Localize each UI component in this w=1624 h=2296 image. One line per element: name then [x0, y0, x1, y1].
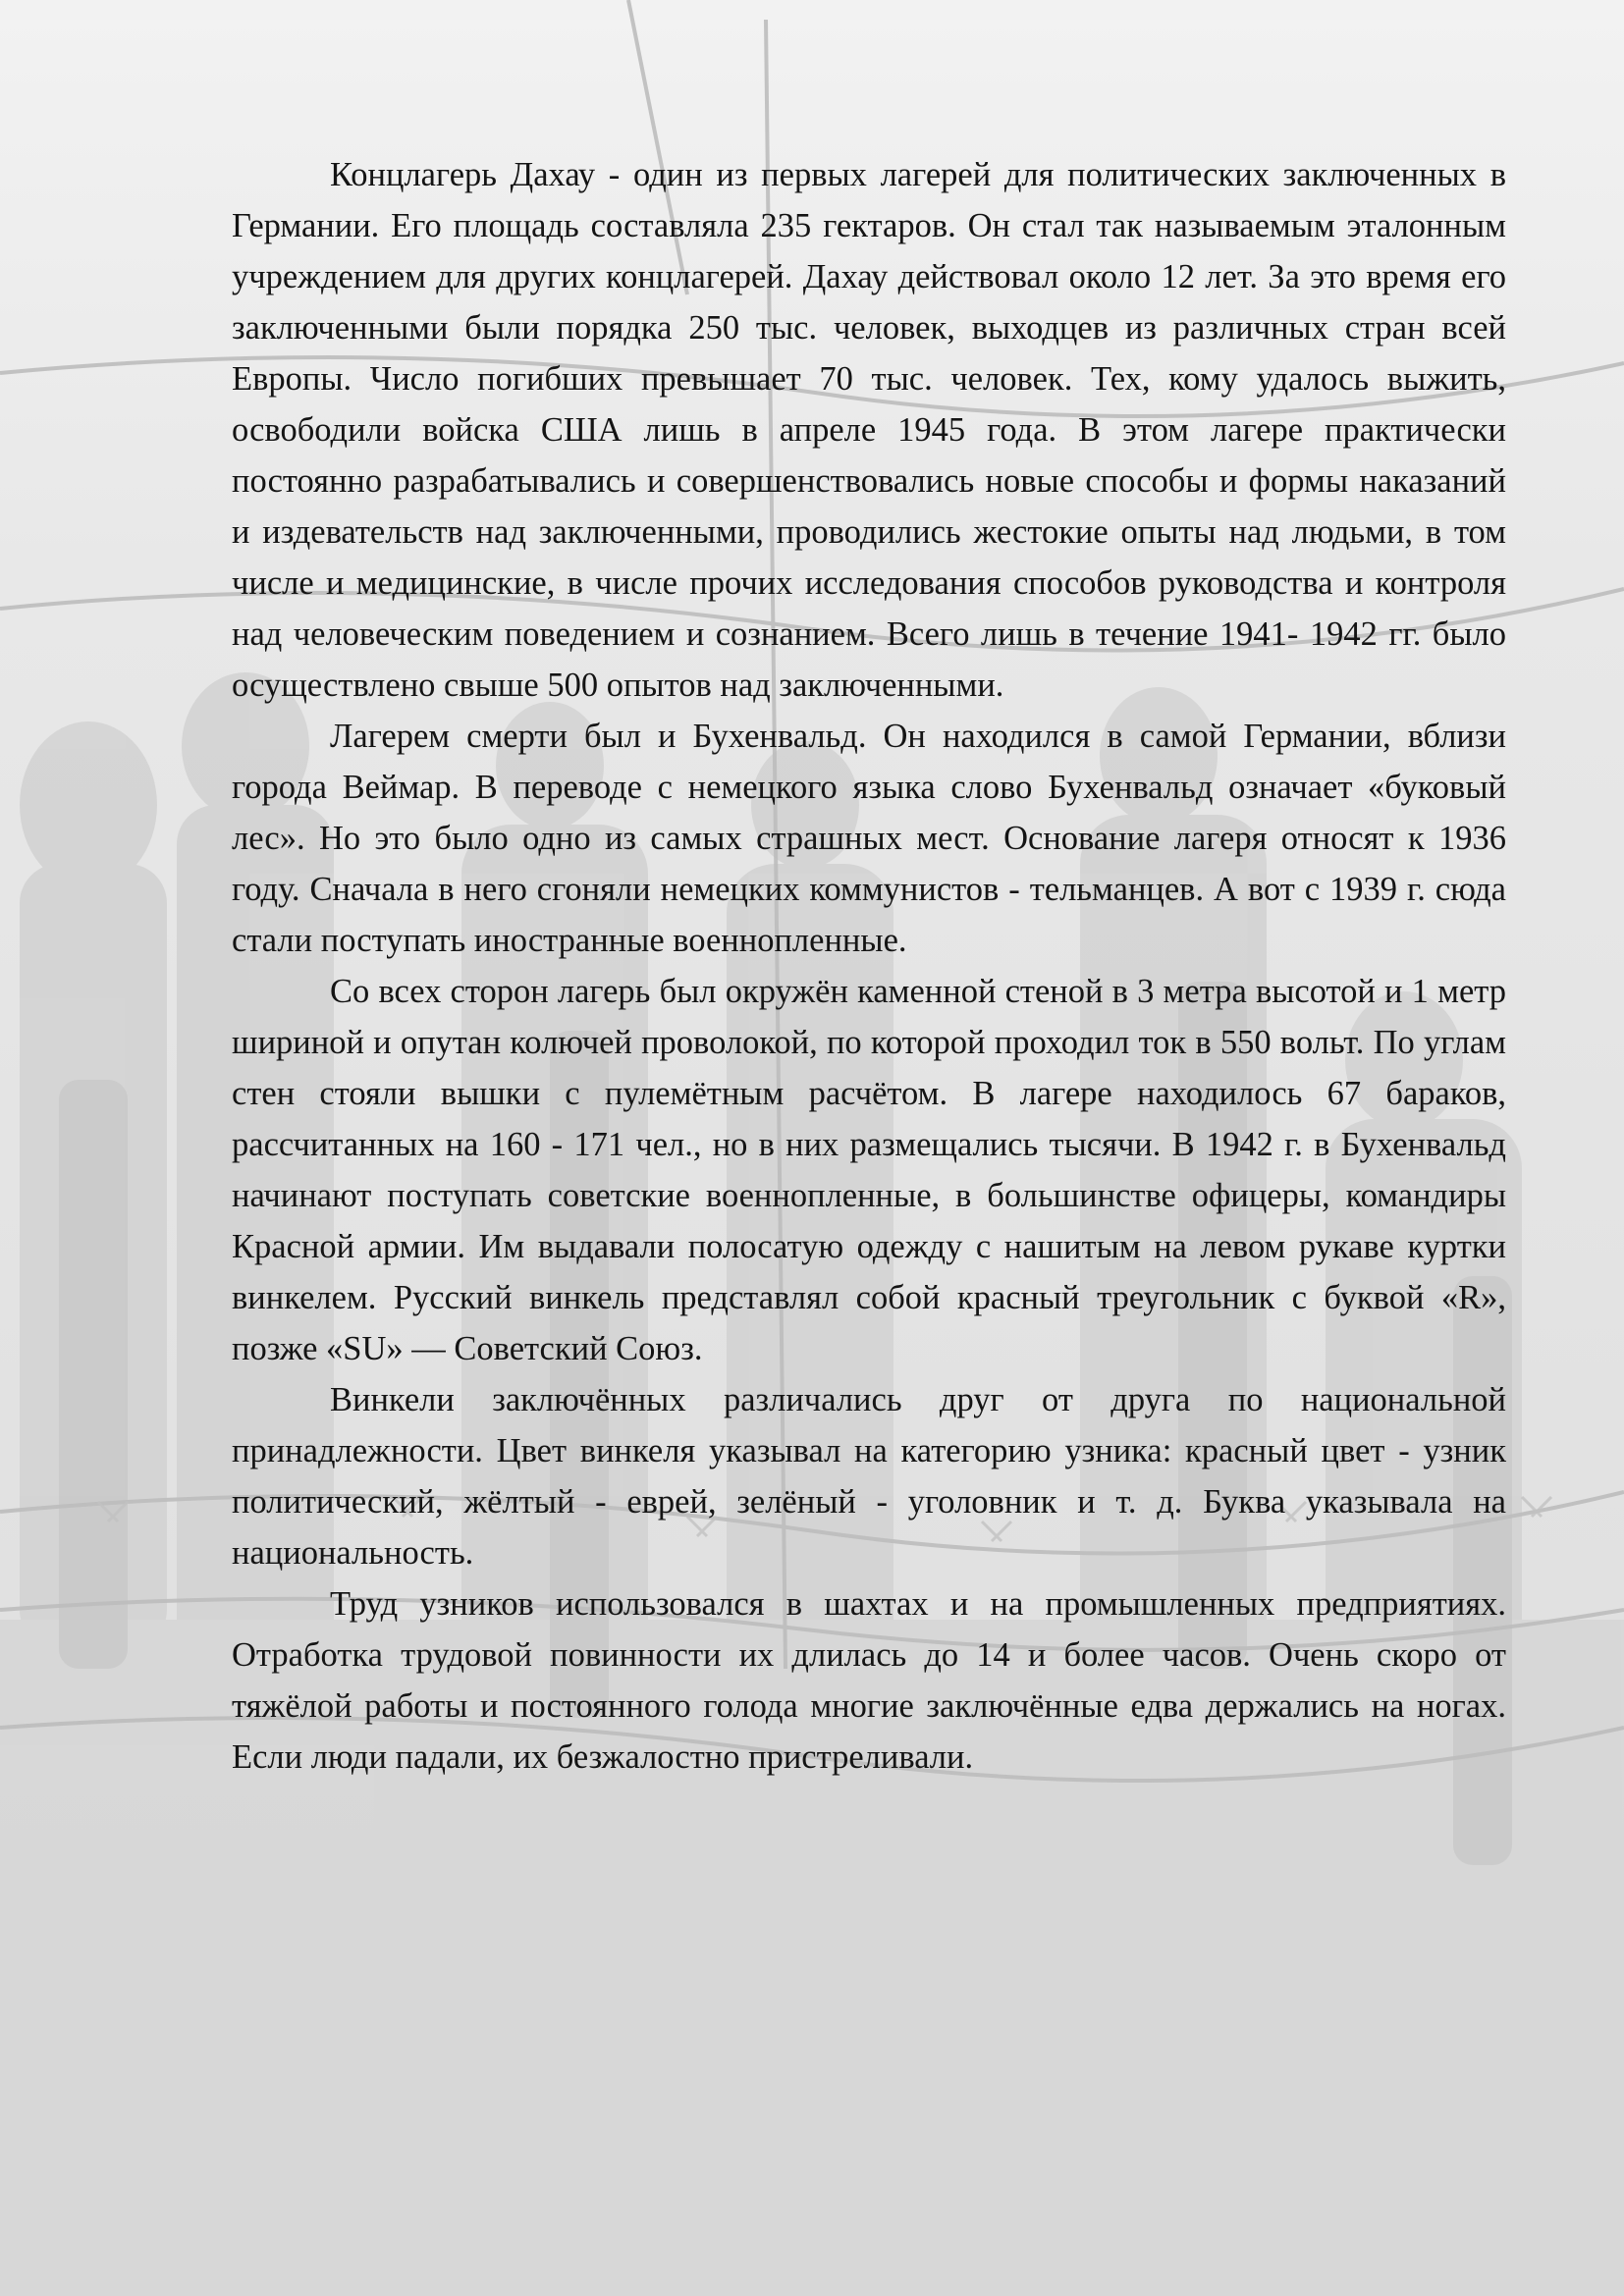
- body-text: [232, 149, 1506, 1783]
- paragraph: Винкели заключённых различались друг от друга по национальной принадлежности. Цвет винкеля указывал на категорию узника: красный цвет - узник политический, жёлтый - еврей, зелёный - уголовник и т. д. Буква указывала на национальность.: [232, 1381, 1506, 1572]
- paragraph: Концлагерь Дахау - один из первых лагерей для политических заключенных в Германии. Его площадь составляла 235 гектаров. Он стал так называемым эталонным учреждением для других концлагерей. Дахау действовал около 12 лет. За это время его заключенными были порядка 250 тыс. человек, выходцев из различных стран всей Европы. Число погибших превышает 70 тыс. человек. Тех, кому удалось выжить, освободили войска США лишь в апреле 1945 года. В этом лагере практически постоянно разрабатывались и совершенствовались новые способы и формы наказаний и издевательств над заключенными, проводились жестокие опыты над людьми, в том числе и медицинские, в числе прочих исследования способов руководства и контроля над человеческим поведением и сознанием. Всего лишь в течение 1941- 1942 гг. было осуществлено свыше 500 опытов над заключенными.: [232, 156, 1506, 704]
- paragraph: Со всех сторон лагерь был окружён каменной стеной в 3 метра высотой и 1 метр шириной и опутан колючей проволокой, по которой проходил ток в 550 вольт. По углам стен стояли вышки с пулемётным расчётом. В лагере находилось 67 бараков, рассчитанных на 160 - 171 чел., но в них размещались тысячи. В 1942 г. в Бухенвальд начинают поступать советские военнопленные, в большинстве офицеры, командиры Красной армии. Им выдавали полосатую одежду с нашитым на левом рукаве куртки винкелем. Русский винкель представлял собой красный треугольник с буквой «R», позже «SU» — Советский Союз.: [232, 973, 1506, 1367]
- paragraph: Лагерем смерти был и Бухенвальд. Он находился в самой Германии, вблизи города Веймар. В переводе с немецкого языка слово Бухенвальд означает «буковый лес». Но это было одно из самых страшных мест. Основание лагеря относят к 1936 году. Сначала в него сгоняли немецких коммунистов - тельманцев. А вот с 1939 г. сюда стали поступать иностранные военнопленные.: [232, 718, 1506, 959]
- paragraph: Труд узников использовался в шахтах и на промышленных предприятиях. Отработка трудовой повинности их длилась до 14 и более часов. Очень скоро от тяжёлой работы и постоянного голода многие заключённые едва держались на ногах. Если люди падали, их безжалостно пристреливали.: [232, 1585, 1506, 1776]
